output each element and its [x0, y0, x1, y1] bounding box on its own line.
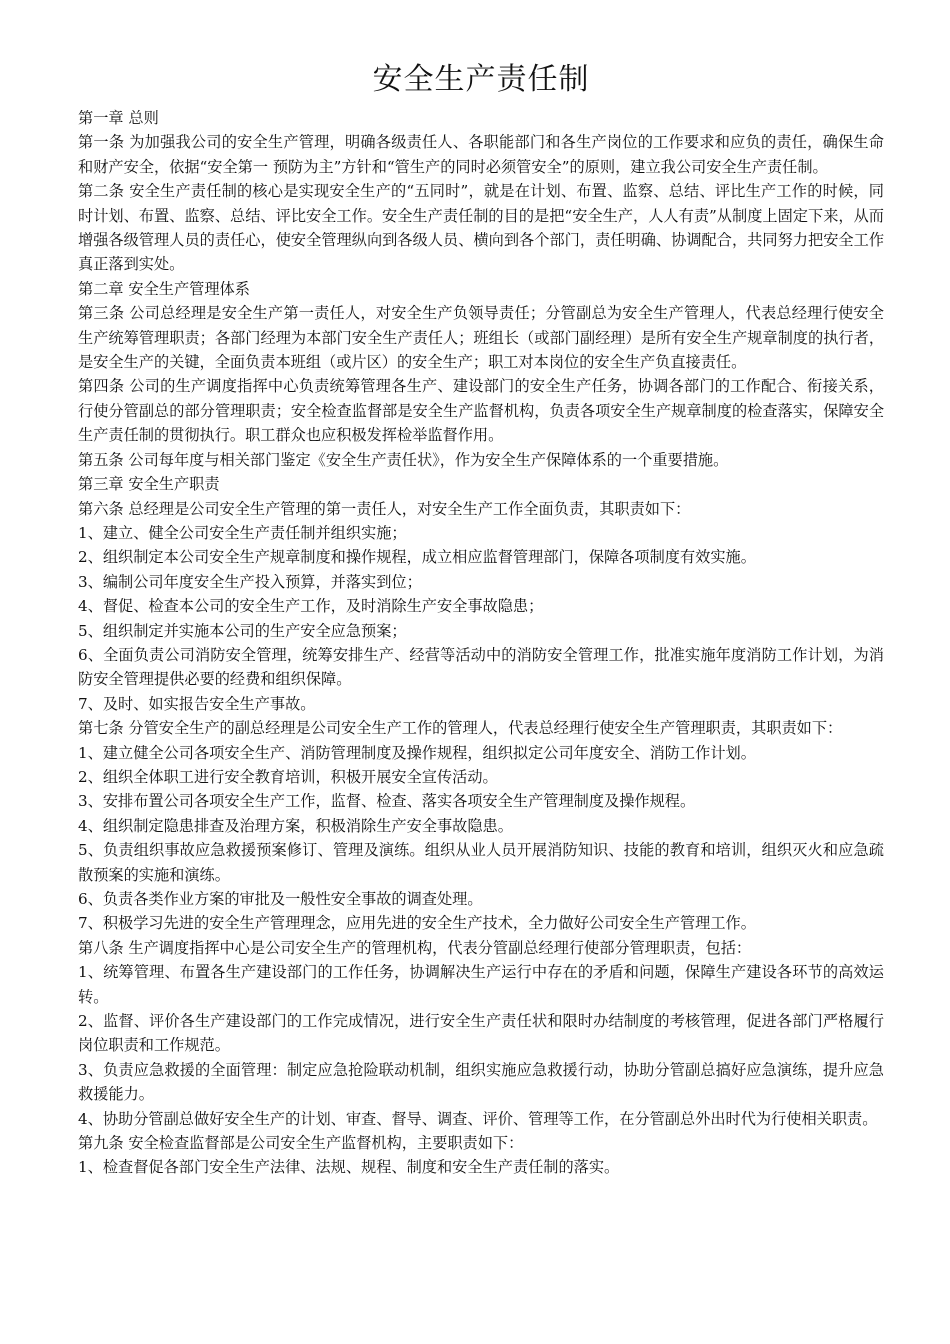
paragraph: 第八条 生产调度指挥中心是公司安全生产的管理机构，代表分管副总经理行使部分管理职责，包括： — [78, 938, 752, 957]
document-title: 安全生产责任制 — [372, 62, 590, 97]
paragraph: 第五条 公司每年度与相关部门鉴定《安全生产责任状》，作为安全生产保障体系的一个重要措施。 — [78, 450, 729, 469]
paragraph: 第七条 分管安全生产的副总经理是公司安全生产工作的管理人，代表总经理行使安全生产管理职责，其职责如下： — [78, 719, 843, 738]
document-body — [78, 106, 884, 1180]
list-item: 1、统筹管理、布置各生产建设部门的工作任务，协调解决生产运行中存在的矛盾和问题，保障生产建设各环节的高效运转。 — [78, 963, 884, 1006]
paragraph: 第一条 为加强我公司的安全生产管理，明确各级责任人、各职能部门和各生产岗位的工作要求和应负的责任，确保生命和财产安全，依据“安全第一 预防为主”方针和“管生产的同时必须管安全”的原则，建立我公司安全生产责任制。 — [78, 133, 884, 176]
list-item: 5、组织制定并实施本公司的生产安全应急预案； — [78, 621, 407, 640]
list-item: 7、及时、如实报告安全生产事故。 — [78, 694, 316, 713]
list-item: 6、全面负责公司消防安全管理，统筹安排生产、经营等活动中的消防安全管理工作，批准实施年度消防工作计划，为消防安全管理提供必要的经费和组织保障。 — [78, 645, 884, 689]
list-item: 1、检查督促各部门安全生产法律、法规、规程、制度和安全生产责任制的落实。 — [78, 1158, 620, 1177]
paragraph: 第一章 总则 — [78, 109, 159, 127]
list-item: 1、建立、健全公司安全生产责任制并组织实施； — [78, 523, 407, 542]
list-item: 2、组织全体职工进行安全教育培训，积极开展安全宣传活动。 — [78, 767, 498, 786]
paragraph: 第三条 公司总经理是安全生产第一责任人，对安全生产负领导责任；分管副总为安全生产管理人，代表总经理行使安全生产统筹管理职责；各部门经理为本部门安全生产责任人；班组长（或部门副经理）是所有安全生产规章制度的执行者，是安全生产的关键，全面负责本班组（或片区）的安全生产；职工对本岗位的安全生产负直接责任。 — [78, 304, 884, 372]
list-item: 3、编制公司年度安全生产投入预算，并落实到位； — [78, 572, 422, 591]
list-item: 2、监督、评价各生产建设部门的工作完成情况，进行安全生产责任状和限时办结制度的考核管理，促进各部门严格履行岗位职责和工作规范。 — [78, 1012, 884, 1055]
paragraph: 第二条 安全生产责任制的核心是实现安全生产的“五同时”，就是在计划、布置、监察、总结、评比生产工作的时候，同时计划、布置、监察、总结、评比安全工作。安全生产责任制的目的是把“安全生产，人人有责”从制度上固定下来，从而增强各级管理人员的责任心，使安全管理纵向到各级人员、横向到各个部门，责任明确、协调配合，共同努力把安全工作真正落到实处。 — [78, 182, 884, 274]
list-item: 2、组织制定本公司安全生产规章制度和操作规程，成立相应监督管理部门，保障各项制度有效实施。 — [78, 548, 756, 567]
list-item: 4、组织制定隐患排查及治理方案，积极消除生产安全事故隐患。 — [78, 816, 513, 835]
list-item: 4、督促、检查本公司的安全生产工作，及时消除生产安全事故隐患； — [78, 597, 544, 616]
list-item: 4、协助分管副总做好安全生产的计划、审查、督导、调查、评价、管理等工作，在分管副总外出时代为行使相关职责。 — [78, 1109, 878, 1128]
paragraph: 第二章 安全生产管理体系 — [78, 279, 250, 298]
paragraph: 第六条 总经理是公司安全生产管理的第一责任人，对安全生产工作全面负责，其职责如下： — [78, 499, 691, 518]
list-item: 3、负责应急救援的全面管理：制定应急抢险联动机制，组织实施应急救援行动，协助分管副总搞好应急演练，提升应急救援能力。 — [78, 1060, 884, 1104]
list-item: 6、负责各类作业方案的审批及一般性安全事故的调查处理。 — [78, 890, 483, 908]
list-item: 5、负责组织事故应急救援预案修订、管理及演练。组织从业人员开展消防知识、技能的教育和培训，组织灭火和应急疏散预案的实施和演练。 — [78, 841, 884, 884]
paragraph: 第九条 安全检查监督部是公司安全生产监督机构，主要职责如下： — [78, 1134, 524, 1153]
list-item: 1、建立健全公司各项安全生产、消防管理制度及操作规程，组织拟定公司年度安全、消防工作计划。 — [78, 743, 756, 762]
paragraph: 第三章 安全生产职责 — [78, 475, 220, 494]
paragraph: 第四条 公司的生产调度指挥中心负责统筹管理各生产、建设部门的安全生产任务，协调各部门的工作配合、衔接关系，行使分管副总的部分管理职责；安全检查监督部是安全生产监督机构，负责各项安全生产规章制度的检查落实，保障安全生产责任制的贯彻执行。职工群众也应积极发挥检举监督作用。 — [78, 377, 884, 445]
list-item: 3、安排布置公司各项安全生产工作，监督、检查、落实各项安全生产管理制度及操作规程。 — [78, 792, 696, 811]
list-item: 7、积极学习先进的安全生产管理理念，应用先进的安全生产技术，全力做好公司安全生产管理工作。 — [78, 914, 756, 933]
